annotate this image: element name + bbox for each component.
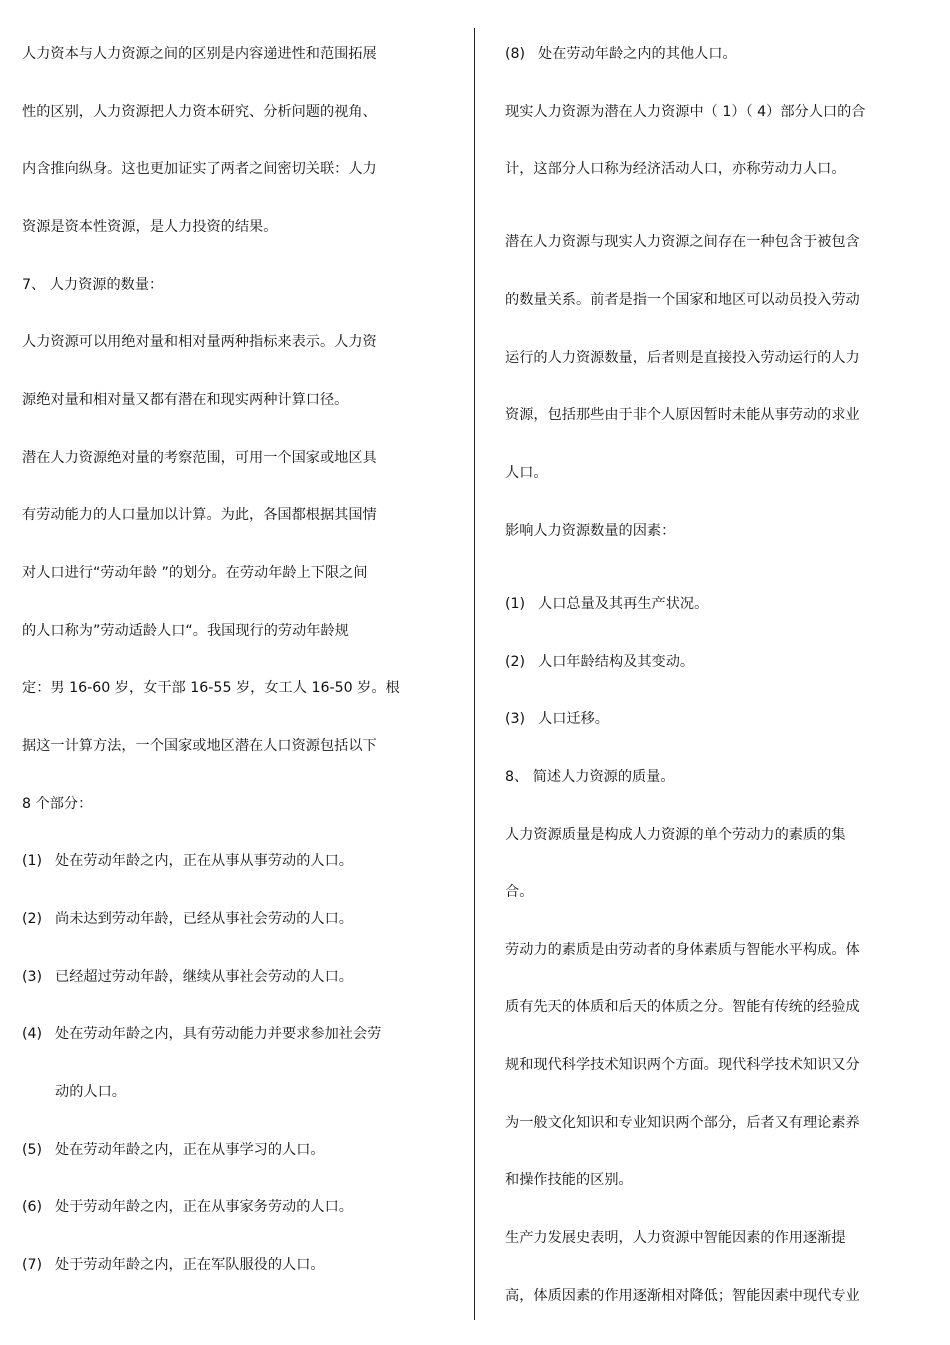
paragraph-line: 定：男 16-60 岁，女干部 16-55 岁，女工人 16-50 岁。根 xyxy=(22,680,400,696)
list-number: (1) xyxy=(22,853,43,869)
list-number: (5) xyxy=(22,1142,43,1158)
paragraph-line: 人力资源可以用绝对量和相对量两种指标来表示。人力资 xyxy=(22,334,377,350)
paragraph-line: 规和现代科学技术知识两个方面。现代科学技术知识又分 xyxy=(505,1057,860,1073)
list-item xyxy=(22,1255,325,1275)
paragraph-line: 计，这部分人口称为经济活动人口，亦称劳动力人口。 xyxy=(505,161,846,177)
paragraph-line: 据这一计算方法，一个国家或地区潜在人口资源包括以下 xyxy=(22,738,377,754)
list-text: 人口年龄结构及其变动。 xyxy=(538,654,695,670)
list-number: (6) xyxy=(22,1199,43,1215)
list-item xyxy=(505,652,694,672)
section-heading: 7、 人力资源的数量： xyxy=(22,277,164,293)
list-number: (3) xyxy=(505,711,526,727)
list-text: 处在劳动年龄之内，正在从事从事劳动的人口。 xyxy=(55,853,353,869)
paragraph-line: 合。 xyxy=(505,884,534,900)
paragraph-line: 对人口进行“劳动年龄 ”的划分。在劳动年龄上下限之间 xyxy=(22,565,368,581)
paragraph-line: 为一般文化知识和专业知识两个部分，后者又有理论素养 xyxy=(505,1115,860,1131)
list-number: (2) xyxy=(22,911,43,927)
list-item xyxy=(22,1197,353,1217)
list-number: (8) xyxy=(505,46,526,62)
list-item xyxy=(22,909,353,929)
paragraph-line: 质有先天的体质和后天的体质之分。智能有传统的经验成 xyxy=(505,999,860,1015)
column-divider xyxy=(474,28,475,1320)
list-text: 处在劳动年龄之内的其他人口。 xyxy=(538,46,737,62)
list-item xyxy=(22,1140,325,1160)
list-item xyxy=(505,709,609,729)
list-item xyxy=(505,44,737,64)
paragraph-line: 性的区别，人力资源把人力资本研究、分析问题的视角、 xyxy=(22,104,377,120)
list-text: 处在劳动年龄之内，正在从事学习的人口。 xyxy=(55,1142,325,1158)
paragraph-line: 内含推向纵身。这也更加证实了两者之间密切关联：人力 xyxy=(22,161,377,177)
list-text: 已经超过劳动年龄，继续从事社会劳动的人口。 xyxy=(55,969,353,985)
list-item-continuation xyxy=(22,1082,126,1102)
list-item xyxy=(22,851,353,871)
paragraph-line: 和操作技能的区别。 xyxy=(505,1172,633,1188)
paragraph-line: 人力资本与人力资源之间的区别是内容递进性和范围拓展 xyxy=(22,46,377,62)
list-item xyxy=(22,967,353,987)
list-number: (7) xyxy=(22,1257,43,1273)
paragraph-line: 现实人力资源为潜在人力资源中（ 1）（ 4）部分人口的合 xyxy=(505,104,866,120)
paragraph-line: 运行的人力资源数量，后者则是直接投入劳动运行的人力 xyxy=(505,350,860,366)
list-text: 处于劳动年龄之内，正在从事家务劳动的人口。 xyxy=(55,1199,353,1215)
paragraph-line: 影响人力资源数量的因素： xyxy=(505,523,676,539)
list-text: 处在劳动年龄之内，具有劳动能力并要求参加社会劳 xyxy=(55,1026,382,1042)
list-text: 处于劳动年龄之内，正在军队服役的人口。 xyxy=(55,1257,325,1273)
list-text: 人口总量及其再生产状况。 xyxy=(538,596,709,612)
paragraph-line: 人口。 xyxy=(505,465,548,481)
list-item xyxy=(22,1024,381,1044)
list-number: (3) xyxy=(22,969,43,985)
list-text: 尚未达到劳动年龄，已经从事社会劳动的人口。 xyxy=(55,911,353,927)
paragraph-line: 潜在人力资源绝对量的考察范围，可用一个国家或地区具 xyxy=(22,450,377,466)
list-number: (4) xyxy=(22,1026,43,1042)
paragraph-line: 生产力发展史表明，人力资源中智能因素的作用逐渐提 xyxy=(505,1230,846,1246)
paragraph-line: 的人口称为”劳动适龄人口“。我国现行的劳动年龄规 xyxy=(22,623,349,639)
paragraph-line: 劳动力的素质是由劳动者的身体素质与智能水平构成。体 xyxy=(505,942,860,958)
list-text: 人口迁移。 xyxy=(538,711,609,727)
list-number: (2) xyxy=(505,654,526,670)
paragraph-line: 源绝对量和相对量又都有潜在和现实两种计算口径。 xyxy=(22,392,349,408)
paragraph-line: 高，体质因素的作用逐渐相对降低；智能因素中现代专业 xyxy=(505,1288,860,1304)
paragraph-line: 资源，包括那些由于非个人原因暂时未能从事劳动的求业 xyxy=(505,407,860,423)
list-number: (1) xyxy=(505,596,526,612)
list-text: 动的人口。 xyxy=(55,1084,126,1100)
section-heading: 8、 简述人力资源的质量。 xyxy=(505,769,675,785)
paragraph-line: 资源是资本性资源，是人力投资的结果。 xyxy=(22,219,278,235)
paragraph-line: 的数量关系。前者是指一个国家和地区可以动员投入劳动 xyxy=(505,292,860,308)
paragraph-line: 人力资源质量是构成人力资源的单个劳动力的素质的集 xyxy=(505,827,846,843)
paragraph-line: 8 个部分： xyxy=(22,796,93,812)
list-item xyxy=(505,594,708,614)
paragraph-line: 潜在人力资源与现实人力资源之间存在一种包含于被包含 xyxy=(505,234,860,250)
paragraph-line: 有劳动能力的人口量加以计算。为此，各国都根据其国情 xyxy=(22,507,377,523)
